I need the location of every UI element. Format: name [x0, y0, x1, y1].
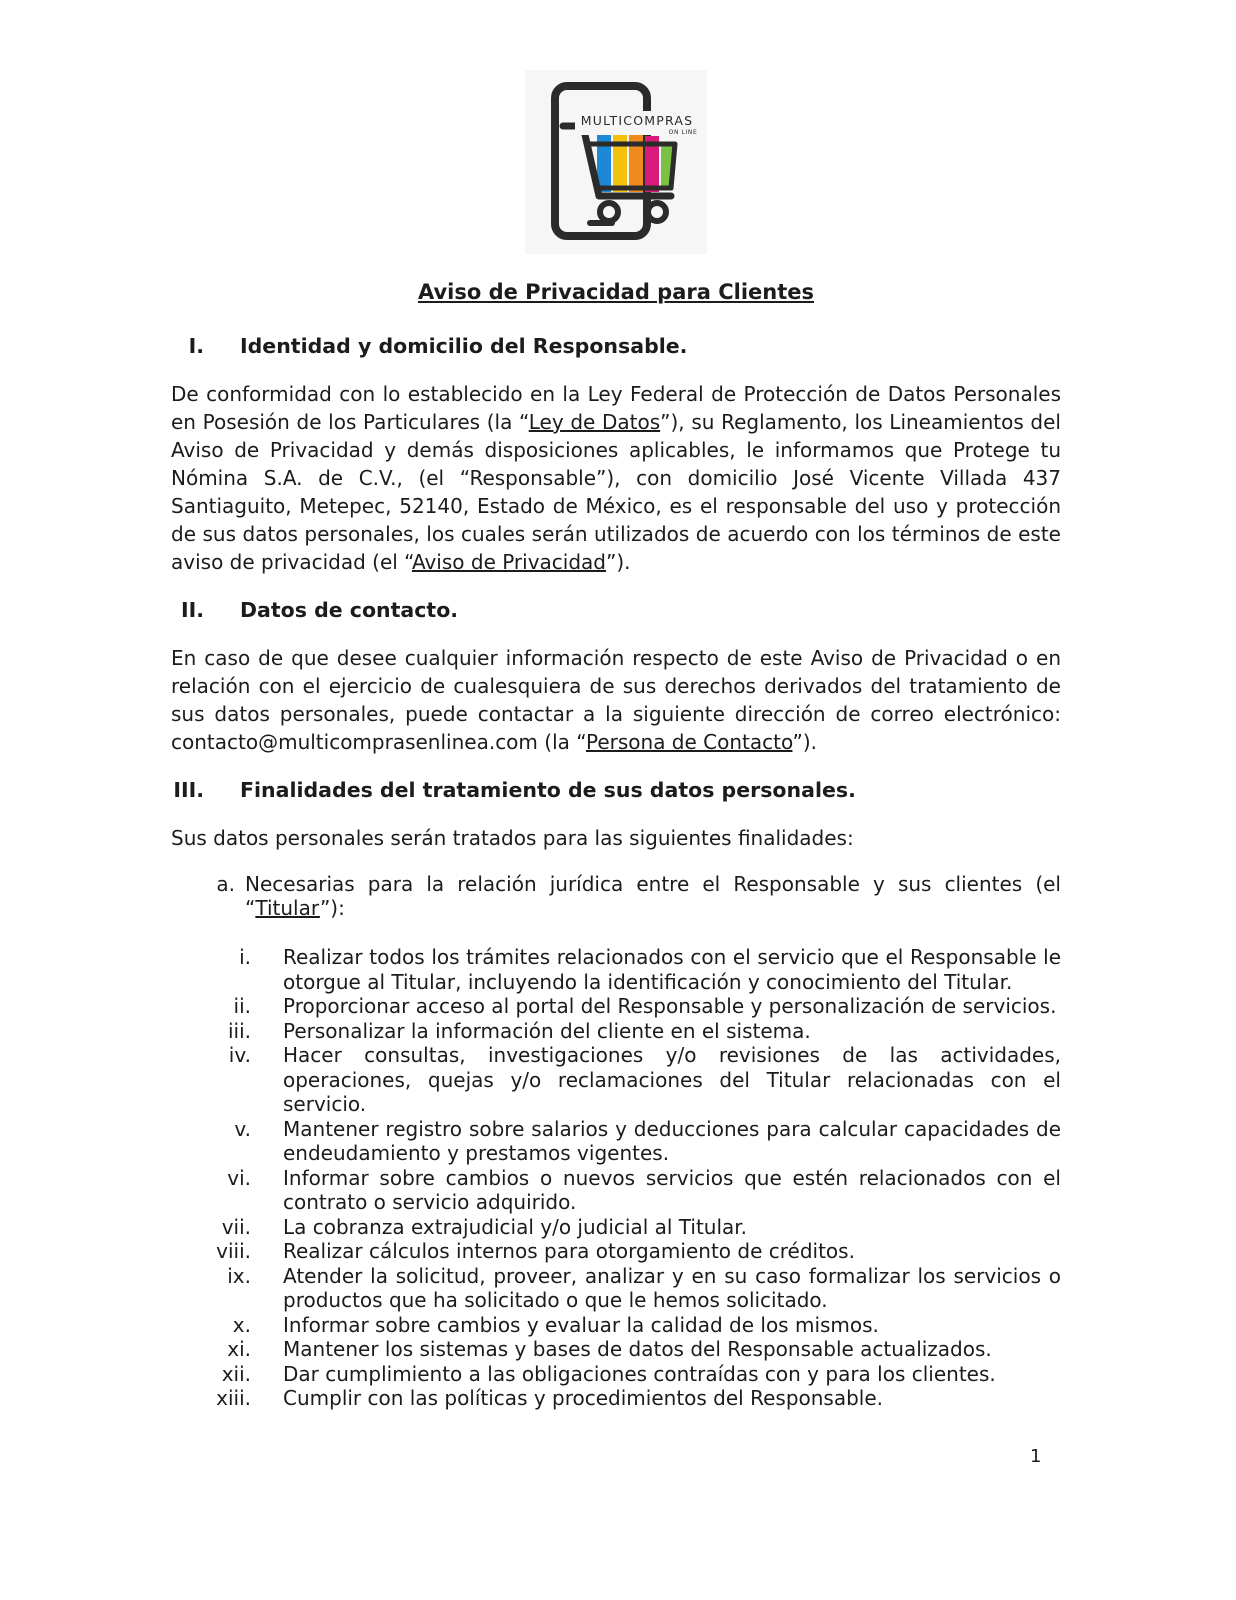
- list-item-text: Dar cumplimiento a las obligaciones contraídas con y para los clientes.: [283, 1361, 996, 1386]
- defined-term-aviso-de-privacidad: Aviso de Privacidad: [411, 550, 607, 574]
- section-2-paragraph: [171, 644, 1061, 756]
- list-item: [171, 1043, 1061, 1117]
- section-title: Datos de contacto.: [240, 598, 459, 622]
- defined-term-ley-de-datos: Ley de Datos: [528, 410, 661, 434]
- list-item-number: xii.: [221, 1361, 251, 1386]
- list-item: [171, 1166, 1061, 1215]
- list-item-number: v.: [234, 1116, 251, 1141]
- sub-item-text: [245, 872, 1061, 920]
- list-item-number: ix.: [227, 1263, 251, 1288]
- list-item-number: x.: [232, 1312, 251, 1337]
- list-item-text: Mantener registro sobre salarios y deducciones para calcular capacidades de endeudamiento y prestamos vigentes.: [283, 1116, 1061, 1165]
- sub-item-a: [171, 872, 1061, 920]
- list-item-number: iv.: [228, 1043, 251, 1067]
- purposes-list: [171, 945, 1061, 1411]
- list-item: [171, 1239, 1061, 1264]
- list-item-number: viii.: [216, 1239, 251, 1263]
- list-item: [171, 1019, 1061, 1044]
- section-title: Identidad y domicilio del Responsable.: [240, 334, 688, 358]
- list-item-text: Mantener los sistemas y bases de datos del Responsable actualizados.: [283, 1337, 992, 1361]
- defined-term-persona-de-contacto: Persona de Contacto: [585, 730, 793, 754]
- list-item-text: Atender la solicitud, proveer, analizar y en su caso formalizar los servicios o productos que ha solicitado o que le hemos solicitado.: [283, 1263, 1061, 1312]
- text-run: ”).: [606, 550, 631, 574]
- section-heading-3: [171, 776, 1061, 804]
- list-item: [171, 945, 1061, 994]
- list-item: [171, 1386, 1061, 1411]
- section-number: II.: [180, 598, 204, 622]
- text-run: ”):: [319, 896, 345, 920]
- section-title: Finalidades del tratamiento de sus datos personales.: [240, 778, 856, 802]
- list-item-text: Informar sobre cambios o nuevos servicios que estén relacionados con el contrato o servicio adquirido.: [283, 1165, 1061, 1214]
- logo-text-main: MULTICOMPRAS: [580, 113, 694, 128]
- list-item-number: xiii.: [216, 1386, 251, 1410]
- list-item-text: Realizar todos los trámites relacionados con el servicio que el Responsable le otorgue al Titular, incluyendo la identificación y conocimiento del Titular.: [283, 945, 1061, 994]
- text-run: Necesarias para la relación jurídica entre el Responsable y sus clientes (el “: [245, 872, 1061, 920]
- list-item: [171, 1313, 1061, 1338]
- logo-text-sub: ON LINE: [668, 129, 698, 136]
- list-item-number: ii.: [233, 994, 251, 1018]
- defined-term-titular: Titular: [255, 896, 320, 920]
- document-body: [171, 278, 1061, 1411]
- text-run: En caso de que desee cualquier información respecto de este Aviso de Privacidad o en relación con el ejercicio de cualesquiera de sus derechos derivados del tratamiento de sus datos personales, puede contactar a la siguiente dirección de correo electrónico: contacto@multicomprasenlinea.com (la “: [171, 646, 1061, 754]
- section-3-intro: Sus datos personales serán tratados para las siguientes finalidades:: [171, 826, 854, 850]
- list-item: [171, 1362, 1061, 1387]
- list-item: [171, 994, 1061, 1019]
- list-item: [171, 1264, 1061, 1313]
- sub-item-letter: a.: [216, 872, 235, 896]
- section-1-paragraph: [171, 380, 1061, 576]
- list-item-text: Proporcionar acceso al portal del Responsable y personalización de servicios.: [283, 994, 1057, 1018]
- list-item-text: Hacer consultas, investigaciones y/o revisiones de las actividades, operaciones, quejas y/o reclamaciones del Titular relacionadas con el servicio.: [283, 1043, 1061, 1116]
- document-title: Aviso de Privacidad para Clientes: [417, 280, 815, 304]
- page-number: 1: [1030, 1446, 1042, 1467]
- text-run: ”), su Reglamento, los Lineamientos del Aviso de Privacidad y demás disposiciones aplicables, le informamos que Protege tu Nómina S.A. de C.V., (el “Responsable”), con domicilio José Vicente Villada 437 Santiaguito, Metepec, 52140, Estado de México, es el responsable del uso y protección de sus datos personales, los cuales serán utilizados de acuerdo con los términos de este aviso de privacidad (el “: [171, 410, 1061, 574]
- multicompras-logo: [525, 70, 707, 254]
- text-run: ”).: [792, 730, 818, 754]
- list-item-number: vi.: [227, 1165, 251, 1190]
- list-item: [171, 1337, 1061, 1362]
- list-item-number: iii.: [227, 1018, 251, 1043]
- list-item: [171, 1117, 1061, 1166]
- list-item-text: Personalizar la información del cliente en el sistema.: [283, 1018, 811, 1043]
- list-item: [171, 1215, 1061, 1240]
- list-item-text: La cobranza extrajudicial y/o judicial al Titular.: [283, 1214, 748, 1239]
- list-item-number: i.: [239, 945, 251, 969]
- list-item-text: Informar sobre cambios y evaluar la calidad de los mismos.: [283, 1312, 879, 1337]
- section-number: I.: [188, 334, 204, 358]
- section-heading-2: [171, 596, 1061, 624]
- section-heading-1: [171, 332, 1061, 360]
- text-run: De conformidad con lo establecido en la Ley Federal de Protección de Datos Personales en Posesión de los Particulares (la “: [171, 382, 1061, 434]
- list-item-text: Cumplir con las políticas y procedimientos del Responsable.: [283, 1386, 884, 1410]
- list-item-text: Realizar cálculos internos para otorgamiento de créditos.: [283, 1239, 855, 1263]
- list-item-number: vii.: [221, 1214, 251, 1239]
- list-item-number: xi.: [227, 1337, 251, 1361]
- section-number: III.: [173, 778, 204, 802]
